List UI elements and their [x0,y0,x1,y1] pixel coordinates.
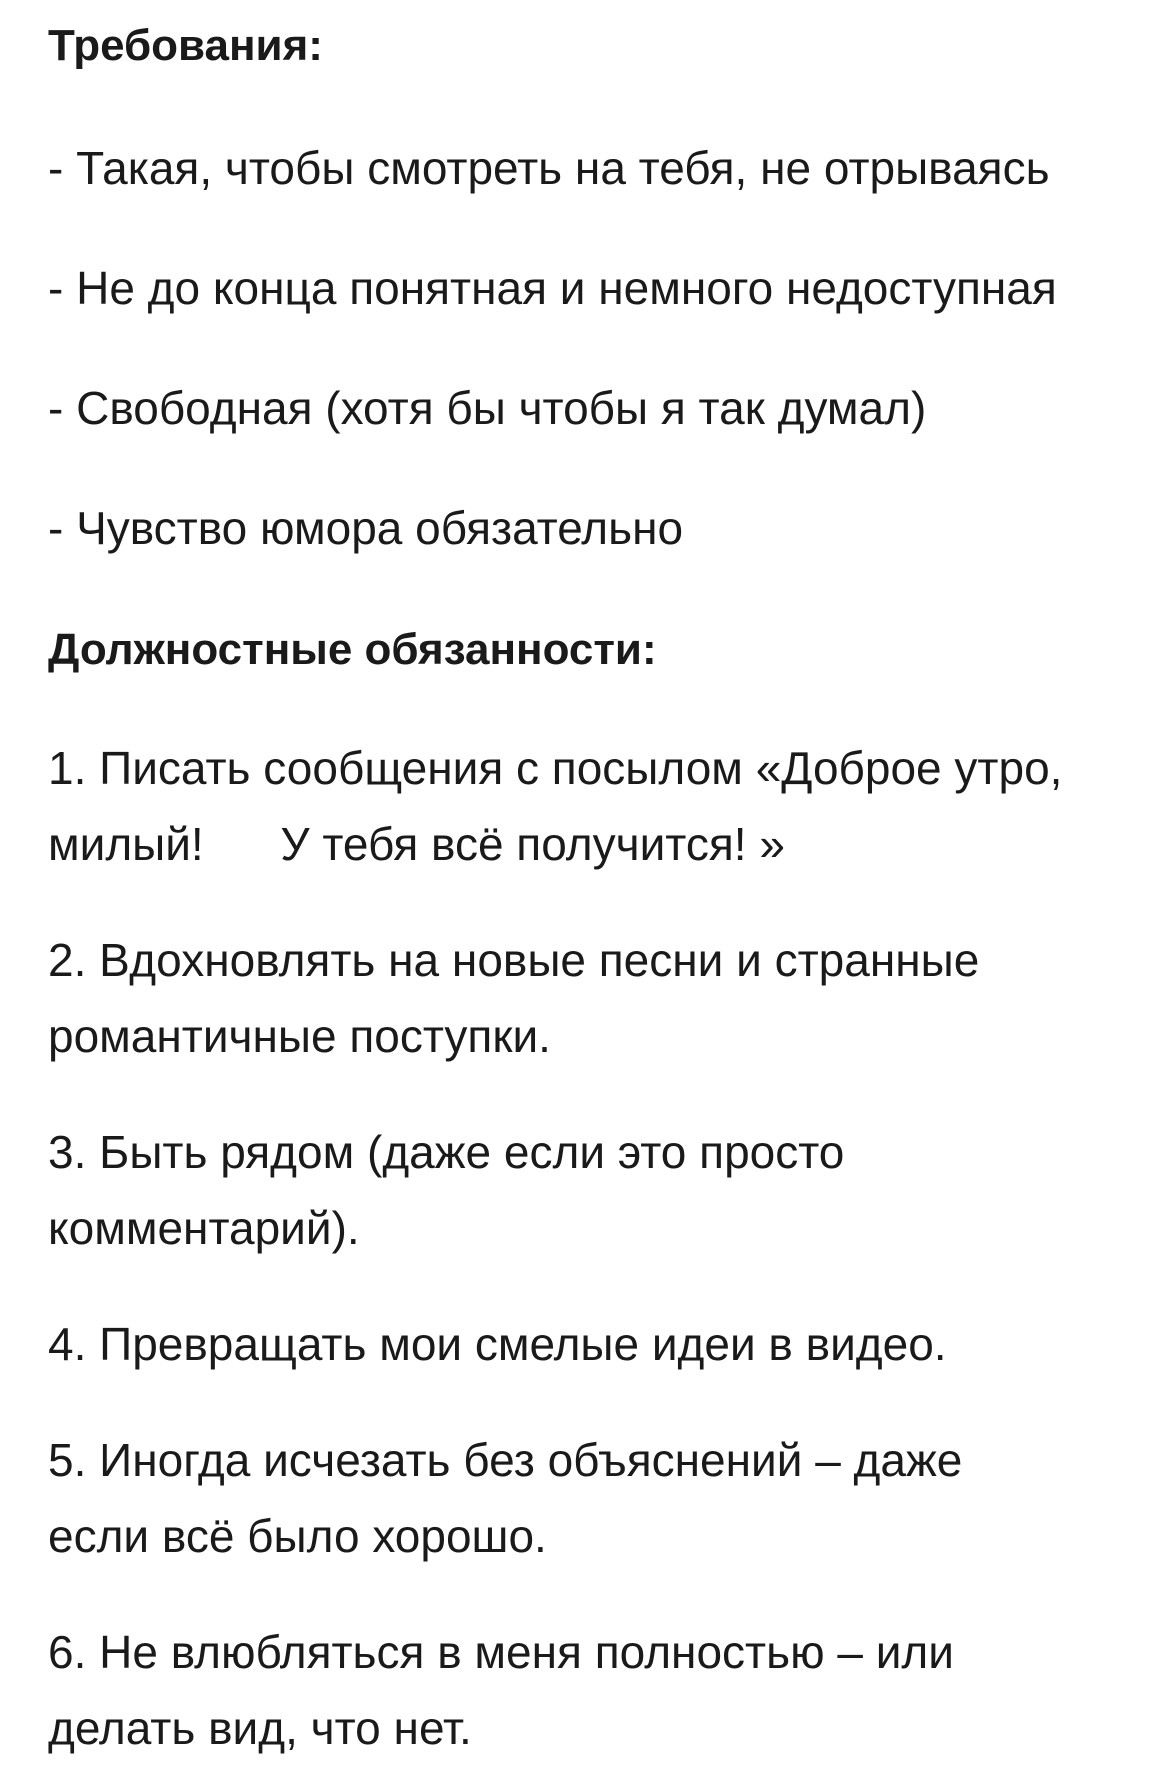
duty-item-line: 4. Превращать мои смелые идеи в видео. [48,1318,947,1370]
duty-item-line: милый! У тебя всё получится! » [48,818,785,870]
requirement-item: - Чувство юмора обязательно [48,502,684,554]
duty-item [48,1114,1138,1266]
duty-item [48,922,1138,1074]
duty-item-line: если всё было хорошо. [48,1510,547,1562]
duties-heading: Должностные обязанности: [48,625,657,674]
duty-item [48,1614,1138,1766]
duty-item [48,1422,1138,1574]
duty-item-line: 3. Быть рядом (даже если это просто [48,1126,845,1178]
requirement-item: - Такая, чтобы смотреть на тебя, не отрываясь [48,142,1050,194]
duty-item-line: комментарий). [48,1202,360,1254]
duty-item-line: 6. Не влюбляться в меня полностью – или [48,1626,954,1678]
duty-item [48,1306,1138,1382]
requirement-item: - Не до конца понятная и немного недоступная [48,262,1057,314]
duty-item-line: 2. Вдохновлять на новые песни и странные [48,934,980,986]
duty-item-line: делать вид, что нет. [48,1702,472,1754]
duty-item [48,730,1138,882]
duty-item-line: 5. Иногда исчезать без объяснений – даже [48,1434,963,1486]
requirement-item: - Свободная (хотя бы чтобы я так думал) [48,382,927,434]
duty-item-line: 1. Писать сообщения с посылом «Доброе утро, [48,742,1063,794]
duty-item-line: романтичные поступки. [48,1010,551,1062]
requirements-heading: Требования: [48,21,323,70]
